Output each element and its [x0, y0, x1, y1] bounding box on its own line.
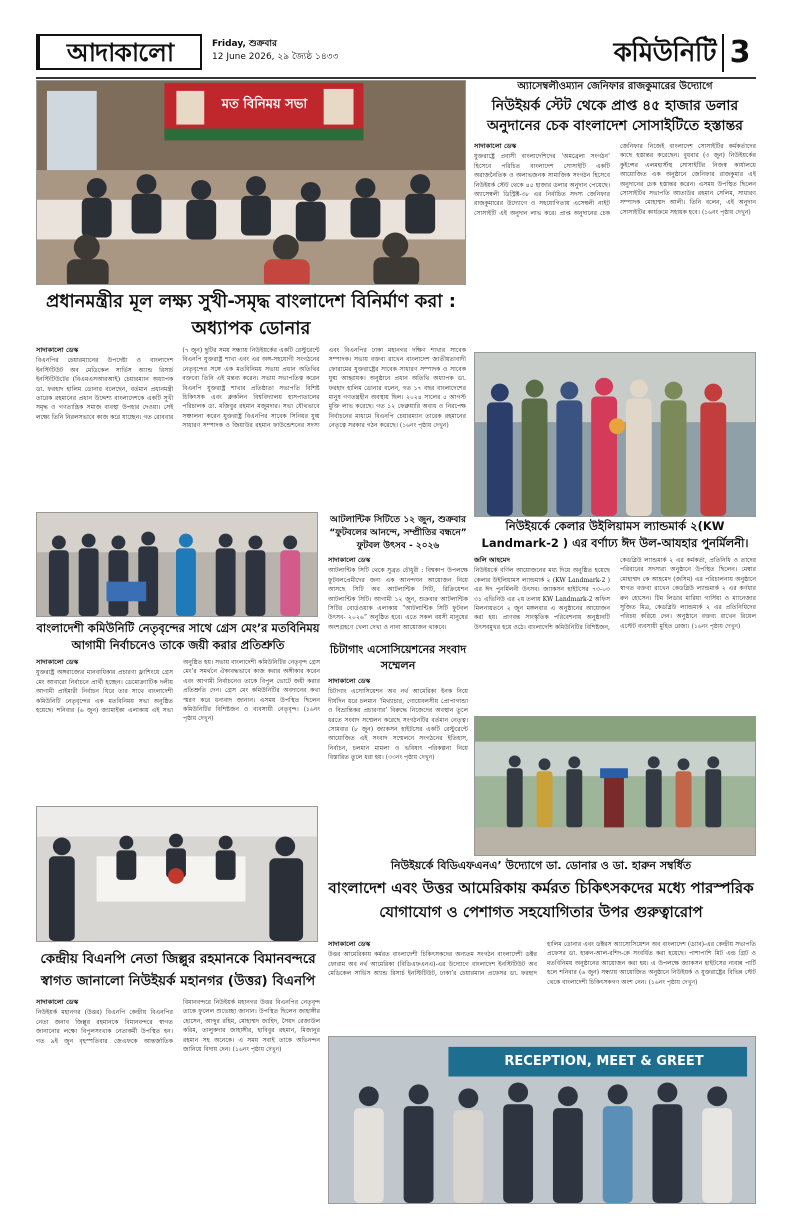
- story2-desk: সাদাকালো ডেস্ক: [474, 142, 517, 150]
- masthead-day: Friday, শুক্রবার: [212, 39, 277, 49]
- story3-byline: জলি আহমেদ: [474, 556, 510, 564]
- page-number: 3: [722, 34, 756, 72]
- story5-desk: সাদাকালো ডেস্ক: [328, 556, 371, 564]
- story1-photo: [36, 80, 466, 285]
- story2-headline: নিউইয়র্ক স্টেট থেকে প্রাপ্ত ৪৫ হাজার ডলার অনুদানের চেক বাংলাদেশ সোসাইটিতে হস্তান্তর: [487, 98, 743, 134]
- story1-text: বিএনপির চেয়ারম্যানের উপদেষ্টা ও বাংলাদেশ ইনস্টিটিউট অব মেডিকেল সার্ভিস অ্যান্ড রিসার্চ ইনস্টিটিউটের (বিএমএসআরআই) চেয়ারম্যান অধ্যাপক ডা. ফরহাদ হালিম ডোনার বলেছেন, বর্তমান প্রধানমন্ত্রী তারেক রহমানের প্রধান উদ্দেশ্য বাংলাদেশকে একটি সুখী সমৃদ্ধ ও গণতান্ত্রিক সমাজ ব্যবস্থা উপহার দেওয়া। সেই লক্ষ্যে তিনি নিরলসভাবে কাজ করে যাচ্ছেন। গত রোববার (৭ জুন) ছুটির সময় সন্ধ্যায় নিউইয়র্কের একটি রেস্টুরেন্টে বিএনপি যুক্তরাষ্ট্র শাখা এবং এর অঙ্গ-সহযোগী সংগঠনের নেতৃবৃন্দের সঙ্গে এক মতবিনিময় সভায় প্রধান অতিথির বক্তব্যে তিনি এই মন্তব্য করেন। সভায় সভাপতিত্ব করেন বিএনপি যুক্তরাষ্ট্র শাখার প্রতিষ্ঠাতা সভাপতি বিশিষ্ট চিকিৎসক এবং ব্রুকলিন বিশ্ববিদ্যালয় হাসপাতালের পরিচালক ডা. মজিবুর রহমান মজুমদার। সভা যৌথভাবে সঞ্চালনা করেন যুক্তরাষ্ট্র বিএনপির সাবেক সিনিয়র যুগ্ম সাধারণ সম্পাদক ও জিয়াউর রহমান ফাউন্ডেশনের সদস্য এবং বিএনপির ঢাকা মহানগর দক্ষিণ শাখার সাবেক সম্পাদক। সভায় বক্তব্য রাখেন বাংলাদেশ জাতীয়তাবাদী ফোরামের যুক্তরাষ্ট্রের সাবেক সাধারণ সম্পাদক ও সাবেক যুগ্ম আহ্বায়ক। অনুষ্ঠানে প্রধান অতিথি অধ্যাপক ডা. ফরহাদ হালিম ডোনার বলেন, গত ১৭ বছর বাংলাদেশের মানুষ গণতন্ত্রহীন অবস্থায় ছিল। ২০২৪ সালের ৫ আগস্ট মুক্তি লাভ করেছে। গত ১২ ফেব্রুয়ারি অবাধ ও নিরপেক্ষ নির্বাচনের মাধ্যমে বিএনপি চেয়ারম্যান তারেক রহমানের নেতৃত্বে সরকার গঠন করেছে।: [36, 347, 466, 430]
- story8-headline: কেন্দ্রীয় বিএনপি নেতা জিল্লুর রহমানকে বিমানবন্দরে স্বাগত জানালো নিউইয়র্ক মহানগর (উত্তর) বিএনপি: [40, 951, 316, 989]
- story7-continued: (১৬নং পৃষ্ঠায় দেখুন): [648, 978, 698, 986]
- story2-text: যুক্তরাষ্ট্রে প্রবাসী বাংলাদেশিদের ‘অমব্রেলা সংগঠন’ হিসেবে পরিচিত বাংলাদেশ সোসাইটি একটি অরাজনৈতিক ও অলাভজনক সামাজিক সংগঠন হিসেবে নিউইয়র্ক স্টেট থেকে ৪৫ হাজার ডলার অনুদান পেয়েছে। অ্যাসেম্বলী ডিস্ট্রিক্ট-৩৮ এর নির্বাচিত সদস্য জেনিফার রাজকুমারের উদ্যোগে ও সহযোগিতায় এসেম্বলী নাইট সোসাইটি এই অনুদান লাভ করে। প্রাপ্ত অনুদানের চেক জেনিফার নিজেই বাংলাদেশ সোসাইটির কর্মকর্তাদের কাছে হস্তান্তর করেছেন। বুধবার (৩ জুন) নিউইয়র্কের কুইন্সের এলমহার্স্টস্থ সোসাইটির নিজস্ব কার্যালয়ে আয়োজিত এক অনুষ্ঠানে জেনিফার রাজকুমার এই অনুদানের চেক হস্তান্তর করেন। এসময় উপস্থিত ছিলেন সোসাইটির সভাপতি আতাউর রহমান সেলিম, সাধারণ সম্পাদক মোহাম্মদ আলী। তিনি বলেন, এই অনুদান সোসাইটির কার্যক্রমে সহায়ক হবে।: [474, 143, 756, 217]
- story1-continued: (১৬নং পৃষ্ঠায় দেখুন): [399, 422, 449, 430]
- story4-photo: [36, 512, 318, 617]
- story2: [474, 80, 756, 350]
- story3-continued: (১৬নং পৃষ্ঠায় দেখুন): [691, 622, 741, 630]
- story5-text: আটলান্টিক সিটি থেকে সুব্রত চৌধুরী : বিশ্বকাপ উপলক্ষে ফুটবলপ্রেমীদের জন্য এক আনন্দঘন আয়োজন নিয়ে আসছে সিটি অব আটলান্টিক সিটি, রিক্রিয়েশন আটলান্টিক সিটি। আগামী ১২ জুন, শুক্রবার আটলান্টিক সিটির বোর্ডওয়াক এলাকায় “আটলান্টিক সিটি ফুটবল উৎসব- ২০২৬” অনুষ্ঠিত হবে। এতে সকল বয়সী মানুষের অংশগ্রহণে খেলা দেখা ও নানা আয়োজন থাকবে।: [328, 567, 468, 631]
- story3-photo: [474, 352, 756, 517]
- masthead-rule: [36, 77, 756, 79]
- story4-photo-art: [37, 513, 317, 616]
- story1: [36, 288, 466, 508]
- story4-continued: (১৬নং পৃষ্ঠায় দেখুন): [183, 706, 320, 723]
- story6-text: চিটাগাং এসোসিয়েশন অব নর্থ আমেরিকা ইনক নিয়ে দীর্ঘদিন ধরে চলমান ‘মিথ্যাচার, গোয়েবলসীয় প্রোপাগান্ডা ও বিভ্রান্তিকর প্রচারণার’ বিরুদ্ধে নিজেদের অবস্থান তুলে ধরতে সংবাদ সম্মেলন করেছে সংগঠনটির বর্তমান নেতৃত্ব। সোমবার (৮ জুন) জ্যাকসন হাইটসের একটি রেস্টুরেন্টে আয়োজিত এই সংবাদ সম্মেলনে সংগঠনের ইতিহাস, নির্বাচন, চলমান মামলা ও ভবিষ্যৎ পরিকল্পনা নিয়ে বিস্তারিত তুলে ধরা হয়।: [328, 688, 468, 762]
- story4-desk: সাদাকালো ডেস্ক: [36, 658, 79, 666]
- reception-banner-text: RECEPTION, MEET & GREET: [504, 1054, 704, 1069]
- story6-body: [328, 677, 468, 805]
- story4-headline: বাংলাদেশী কমিউনিটি নেতৃবৃন্দের সাথে গ্রেস মেং’র মতবিনিময় আগামী নির্বাচনেও তাকে জয়ী করার প্রতিশ্রুতি: [36, 621, 320, 652]
- story5-headline: আটলান্টিক সিটিতে ১২ জুন, শুক্রবার “ফুটবলের আনন্দে, সম্প্রীতির বন্ধনে” ফুটবল উৎসব - ২০২৬: [329, 515, 467, 551]
- story3-text: নিউইয়র্কে বর্ণিল আয়োজনের মধ্য দিয়ে অনুষ্ঠিত হয়েছে কেলার উইলিয়ামস ল্যান্ডমার্ক ২ (KW Landmark-2 ) এর ঈদ পুনর্মিলনী উৎসব। জ্যাকসন হাইটসের ৭৩-০৩ ৩১ এভিনিউ এর ২য় তলায় KW Landmark-2 অফিস মিলনায়তনে ২ জুন মঙ্গলবার এ অনুষ্ঠানের আয়োজন করা হয়। প্রাণবন্ত সাংস্কৃতিক পরিবেশনায় অনুষ্ঠানটি উৎসবমুখর হয়ে ওঠে। বাংলাদেশি কমিউনিটির বিশিষ্টজন, কেডব্লিউ ল্যান্ডমার্ক ২ এর কর্মকর্তা, প্রতিনিধি ও তাদের পরিবারের সদস্যরা অনুষ্ঠানে উপস্থিত ছিলেন। মেম্বার মোহাম্মদ কে আহমেদ (জসিম) এর পরিচালনায় অনুষ্ঠানে স্বাগত বক্তব্য রাখেন কেডব্লিউ ল্যান্ডমার্ক ২ এর কর্ণধার রুন হোসেন। টিম লিডার মারিয়া গার্সিয়া ও ম্যানেজার সুজিত মিত্র, কেডব্লিউ ল্যান্ডমার্ক ২ এর প্রতিনিধিদের পরিচয় করিয়ে দেন। অনুষ্ঠানে বক্তব্য রাখেন রিয়েল এস্টেট ব্যবসায়ী মুহিত রেজা।: [474, 557, 756, 631]
- story7: [328, 940, 756, 1032]
- story8-photo-art: [37, 807, 317, 941]
- story8-desk: সাদাকালো ডেস্ক: [36, 998, 79, 1006]
- story7-text: উত্তর আমেরিকায় কর্মরত বাংলাদেশী চিকিৎসকদের অন্যতম সংগঠন বাংলাদেশী ডক্টর ফোরাম অব নর্থ আমেরিকা (বিডিএফএনএ)-এর উদ্যোগে বাংলাদেশ ইনস্টিটিউট অব মেডিকেল সার্ভিস অ্যান্ড রিসার্চ ইনস্টিটিউট, ঢাকা’র চেয়ারম্যান প্রফেসর ডা. ফরহাদ হালিম ডোনার এবং ডক্টরস অ্যাসোসিয়েশন অব বাংলাদেশ (ড্যাব)-এর কেন্দ্রীয় সভাপতি প্রফেসর ডা. হারুন-আল-রশিদ-কে সংবর্ধিত করা হয়েছে। পাশাপাশি মিট এন্ড গ্রিট ও মতবিনিময় অনুষ্ঠানের আয়োজন করা হয়। এ উপলক্ষে জ্যাকসন হাইটসের নাবান্ন পার্টি হলে শনিবার (৬ জুন) সন্ধ্যায় আয়োজিত অনুষ্ঠানে নিউইয়র্ক ও যুক্তরাষ্ট্রের বিভিন্ন স্টেট থেকে বাংলাদেশী চিকিৎসকগণ অংশ নেন।: [328, 941, 756, 986]
- story8-continued: (১৬নং পৃষ্ঠায় দেখুন): [232, 1046, 282, 1054]
- story7-desk: সাদাকালো ডেস্ক: [328, 940, 371, 948]
- story4-text: যুক্তরাষ্ট্র অঙ্গরাজ্যের মানবাধিকার প্রচারণা ফ্লাশিংয়ে গ্রেস মেং আবারো নির্বাচনে প্রার্থী হচ্ছেন। ডেমোক্র্যাটিক দলীয় আগামী প্রাইমারী নির্বাচন ঘিরে তার সাথে বাংলাদেশী কমিউনিটি নেতৃবৃন্দের এক মতবিনিময় সভা অনুষ্ঠিত হয়েছে। শনিবার (৬ জুন) জ্যামাইকা এলাকায় এই সভা অনুষ্ঠিত হয়। সভায় বাংলাদেশী কমিউনিটির নেতৃবৃন্দ গ্রেস মেং’র সমর্থনে ঐক্যবদ্ধভাবে কাজ করার অঙ্গীকার করেন এবং আগামী নির্বাচনেও তাকে বিপুল ভোটে জয়ী করার প্রতিশ্রুতি দেন। গ্রেস মেং কমিউনিটির অবদানের কথা স্মরণ করে ধন্যবাদ জানান। এসময় উপস্থিত ছিলেন কমিউনিটির বিশিষ্টজন ও ব্যবসায়ী নেতৃবৃন্দ।: [36, 659, 320, 715]
- story2-continued: (১৬নং পৃষ্ঠায় দেখুন): [701, 208, 751, 216]
- masthead-dateline: [212, 38, 338, 64]
- story7-head: [326, 858, 756, 938]
- story2-body: [474, 142, 756, 340]
- story7-body: [328, 940, 756, 1030]
- story7-reception-photo: [328, 1036, 756, 1204]
- story1-banner-text: মত বিনিময় সভা: [221, 97, 308, 112]
- story8-photo: [36, 806, 318, 942]
- story3-photo-art: [475, 353, 755, 516]
- story1-headline: প্রধানমন্ত্রীর মূল লক্ষ্য সুখী-সমৃদ্ধ বাংলাদেশ বিনির্মাণ করা : অধ্যাপক ডোনার: [46, 291, 456, 339]
- story6-headline: চিটাগাং এসোসিয়েশনের সংবাদ সম্মেলন: [329, 643, 467, 672]
- masthead: [36, 32, 756, 76]
- story2-kicker: অ্যাসেম্বলীওম্যান জেনিফার রাজকুমারের উদ্যোগে: [517, 81, 713, 92]
- masthead-logo: আদাকালো: [36, 34, 202, 70]
- story8-body: [36, 998, 320, 1196]
- story3: [474, 518, 756, 718]
- story6-desk: সাদাকালো ডেস্ক: [328, 677, 371, 685]
- story8-text: নিউইয়র্ক মহানগর (উত্তর) বিএনপি কেন্দ্রীয় বিএনপির নেতা জনাব জিল্লুর রহমানকে বিমানবন্দরে স্বাগত জানানোর লক্ষ্যে বিপুলসংখ্যক নেতাকর্মী উপস্থিত হন। গত ৯ই জুন বৃহস্পতিবার জেএফকে আন্তর্জাতিক বিমানবন্দরে নিউইয়র্ক মহানগর উত্তর বিএনপির নেতৃবৃন্দ তাকে ফুলেল শুভেচ্ছা জানান। উপস্থিত ছিলেন জাহাঙ্গীর হোসেন, আব্দুর রহিম, মোহাম্মদ জাহিদ, সৈয়দ রেজাউল করিম, তালুকদার জাহাঙ্গীর, হাবিবুর রহমান, মিজানুর রহমান সহ অনেকে। এ সময় সবাই তাকে অভিনন্দন জানিয়ে বিদায় দেন।: [36, 999, 320, 1054]
- story4-body: [36, 658, 320, 798]
- story1-body: [36, 346, 466, 506]
- story3-body: [474, 556, 756, 708]
- story5-body: [328, 556, 468, 634]
- story7-kicker: নিউইয়র্কে বিডিএফএনএ’ উদ্যোগে ডা. ডোনার ও ডা. হারুন সম্বর্ধিত: [390, 859, 692, 872]
- story6-continued: (৩৩নং পৃষ্ঠায় দেখুন): [385, 754, 435, 762]
- story5: [328, 514, 468, 640]
- story4: [36, 620, 320, 810]
- story8: [36, 948, 320, 1204]
- story3-headline: নিউইয়র্কে কেলার উইলিয়ামস ল্যান্ডমার্ক ২(KW Landmark-2 ) এর বর্ণাঢ্য ঈদ উল-আযহার পুনর্মিলনী।: [481, 519, 749, 550]
- story7-photo: [474, 716, 756, 856]
- masthead-date: 12 June 2026, ২৯ জ্যৈষ্ঠ ১৪৩৩: [212, 52, 339, 62]
- story7-photo-art: [475, 717, 755, 855]
- story6: [328, 642, 468, 812]
- story7-headline: বাংলাদেশ এবং উত্তর আমেরিকায় কর্মরত চিকিৎসকদের মধ্যে পারস্পরিক যোগাযোগ ও পেশাগত সহযোগিতার উপর গুরুত্বারোপ: [328, 879, 754, 921]
- story1-desk: সাদাকালো ডেস্ক: [36, 346, 79, 354]
- section-title: কমিউনিটি: [613, 38, 716, 68]
